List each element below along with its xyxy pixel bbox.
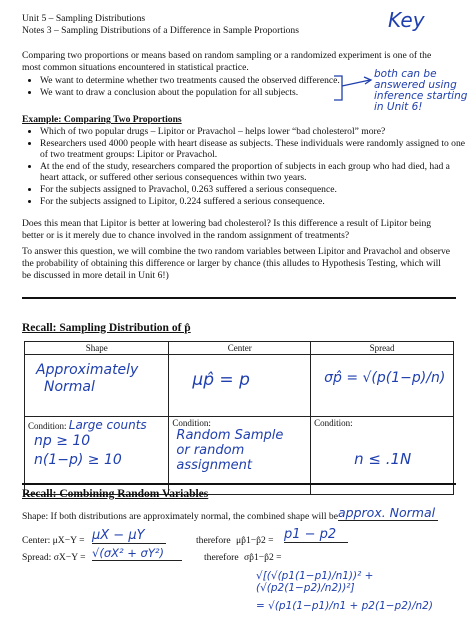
recall2-heading: Recall: Combining Random Variables (22, 488, 209, 500)
shape-cell: Approximately Normal (25, 355, 169, 417)
example-bullet: • For the subjects assigned to Pravachol, 0.263 suffered a serious consequence. (40, 184, 470, 196)
condition-label: Condition: (28, 421, 67, 431)
example-bullet: • For the subjects assigned to Lipitor, 0.224 suffered a serious consequence. (40, 196, 470, 208)
condition-label: Condition: (314, 418, 353, 428)
intro-text: Comparing two proportions or means based on random sampling or a randomized experiment is one of the most common situations encountered in statistical practice. (22, 50, 432, 73)
col-header-shape: Shape (25, 342, 169, 355)
side-note: both can be answered using inference starting in Unit 6! (374, 68, 468, 113)
col-header-spread: Spread (311, 342, 454, 355)
recall1-heading: Recall: Sampling Distribution of p̂ (22, 322, 191, 334)
center-answer: μX − μY (92, 528, 166, 544)
key-label: Key (388, 8, 425, 32)
intro-bullets (22, 75, 360, 98)
sampling-distribution-table (24, 341, 454, 495)
spread-label: Spread: σX−Y = (22, 552, 86, 563)
spread-answer: √(σX² + σY²) (92, 546, 182, 561)
center-diff-answer: p1 − p2 (284, 527, 348, 543)
header-line1: Unit 5 – Sampling Distributions (22, 13, 146, 24)
col-header-center: Center (169, 342, 311, 355)
example-bullet: • Which of two popular drugs – Lipitor or Pravachol – helps lower “bad cholesterol” more? (40, 126, 470, 138)
shape-answer: approx. Normal (338, 505, 442, 521)
shape-text: Shape: If both distributions are approximately normal, the combined shape will be (22, 511, 338, 522)
condition-label: Condition: (172, 418, 211, 428)
example-bullet: • At the end of the study, researchers compared the proportion of subjects in each group who had died, had a heart attack, or suffered other serious consequences within two years. (40, 161, 470, 184)
condition-cell-1: Condition: Large counts np ≥ 10 n(1−p) ≥ 10 (25, 417, 169, 495)
section-divider (22, 297, 456, 299)
bracket-arrow-icon (330, 72, 376, 104)
center-diff-label: μp̂1−p̂2 = (236, 535, 274, 546)
spread-cell: σp̂ = √(p(1−p)/n) (311, 355, 454, 417)
intro-bullet: • We want to draw a conclusion about the population for all subjects. (40, 87, 360, 99)
example-heading: Example: Comparing Two Proportions (22, 114, 182, 125)
center-label: Center: μX−Y = (22, 535, 85, 546)
header-line2: Notes 3 – Sampling Distributions of a Difference in Sample Proportions (22, 25, 299, 36)
spread-diff-answer: √[(√(p1(1−p1)/n1))² + (√(p2(1−p2)/n2))²] = √(p1(1−p1)/n1 + p2(1−p2)/n2) (256, 570, 433, 612)
example-question: Does this mean that Lipitor is better at lowering bad cholesterol? Is this difference a result of Lipitor being better or is it merely due to chance involved in the random assignment of treatments? (22, 218, 432, 241)
condition-cell-3: Condition: n ≤ .1N (311, 417, 454, 495)
example-answer: To answer this question, we will combine the two random variables between Lipitor and Pravachol and observe the probability of obtaining this difference or larger by chance (this alludes to Hypothesis Testing, which will be discussed in more detail in Unit 6!) (22, 246, 450, 281)
intro-bullet: • We want to determine whether two treatments caused the observed difference. (40, 75, 360, 87)
example-bullet: • Researchers used 4000 people with heart disease as subjects. These individuals were randomly assigned to one of two treatment groups: Lipitor or Pravachol. (40, 138, 470, 161)
condition-cell-2: Condition: Random Sample or random assignment (169, 417, 311, 495)
section-divider (22, 483, 456, 485)
spread-diff-label: σp̂1−p̂2 = (244, 552, 282, 563)
example-bullets (22, 126, 470, 207)
center-cell: μp̂ = p (169, 355, 311, 417)
therefore-text: therefore (204, 552, 239, 563)
therefore-text: therefore (196, 535, 231, 546)
